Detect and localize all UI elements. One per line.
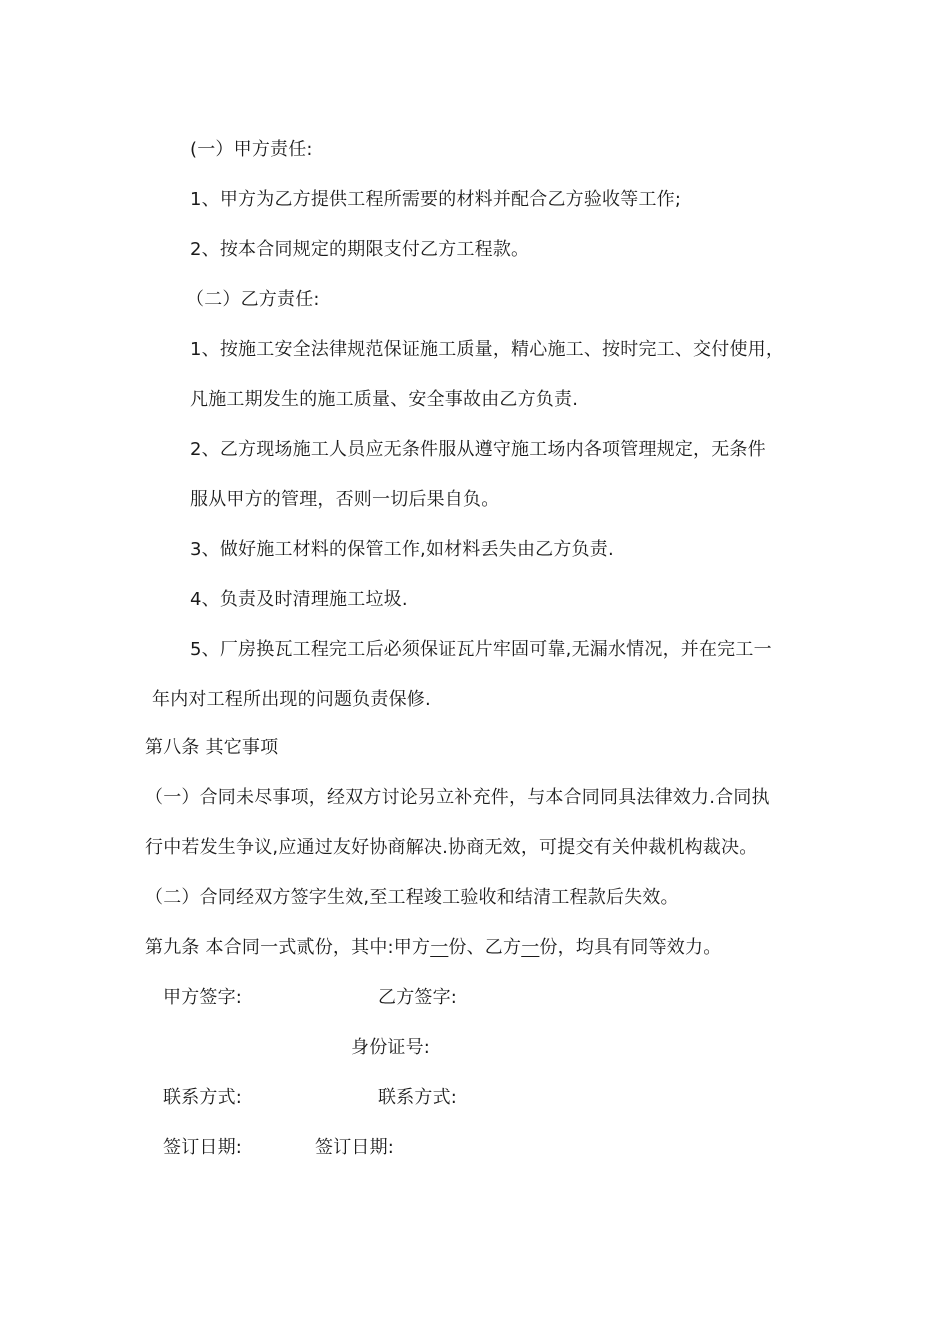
party-a-responsibility-heading: (一）甲方责任:: [190, 139, 313, 160]
party-b-item-1-line-2: 凡施工期发生的施工质量、安全事故由乙方负责.: [190, 389, 579, 410]
article-8-title: 第八条 其它事项: [145, 737, 279, 758]
article-8-paragraph-1-line-1: （一）合同未尽事项，经双方讨论另立补充件，与本合同同具法律效力.合同执: [145, 787, 770, 808]
party-b-responsibility-heading: （二）乙方责任:: [186, 289, 320, 310]
article-8-paragraph-2: （二）合同经双方签字生效,至工程竣工验收和结清工程款后失效。: [145, 887, 679, 908]
party-b-copies-blank: 一: [521, 937, 540, 958]
party-b-item-2-line-1: 2、乙方现场施工人员应无条件服从遵守施工场内各项管理规定，无条件: [190, 439, 766, 460]
party-b-contact-label: 联系方式:: [378, 1087, 458, 1108]
party-b-sign-date-label: 签订日期:: [315, 1137, 395, 1158]
party-a-signature-label: 甲方签字:: [163, 987, 243, 1008]
party-a-item-1: 1、甲方为乙方提供工程所需要的材料并配合乙方验收等工作;: [190, 189, 682, 210]
id-number-label: 身份证号:: [351, 1037, 431, 1058]
party-b-item-5-line-1: 5、厂房换瓦工程完工后必须保证瓦片牢固可靠,无漏水情况，并在完工一: [190, 639, 772, 660]
article-8-paragraph-1-line-2: 行中若发生争议,应通过友好协商解决.协商无效，可提交有关仲裁机构裁决。: [145, 837, 758, 858]
party-a-contact-label: 联系方式:: [163, 1087, 243, 1108]
party-b-item-4: 4、负责及时清理施工垃圾.: [190, 589, 408, 610]
party-b-signature-label: 乙方签字:: [378, 987, 458, 1008]
article-9-text: [145, 935, 721, 961]
party-b-item-1-line-1: 1、按施工安全法律规范保证施工质量，精心施工、按时完工、交付使用，: [190, 339, 785, 360]
party-a-sign-date-label: 签订日期:: [163, 1137, 243, 1158]
article-9-prefix: 第九条 本合同一式贰份，其中:甲方: [145, 937, 431, 958]
party-a-copies-blank: 一: [430, 937, 449, 958]
article-9-suffix: 份，均具有同等效力。: [539, 937, 722, 958]
party-b-item-5-line-2: 年内对工程所出现的问题负责保修.: [152, 689, 431, 710]
party-b-item-2-line-2: 服从甲方的管理，否则一切后果自负。: [190, 489, 500, 510]
party-b-item-3: 3、做好施工材料的保管工作,如材料丢失由乙方负责.: [190, 539, 614, 560]
article-9-mid: 份、乙方: [448, 937, 522, 958]
party-a-item-2: 2、按本合同规定的期限支付乙方工程款。: [190, 239, 530, 260]
